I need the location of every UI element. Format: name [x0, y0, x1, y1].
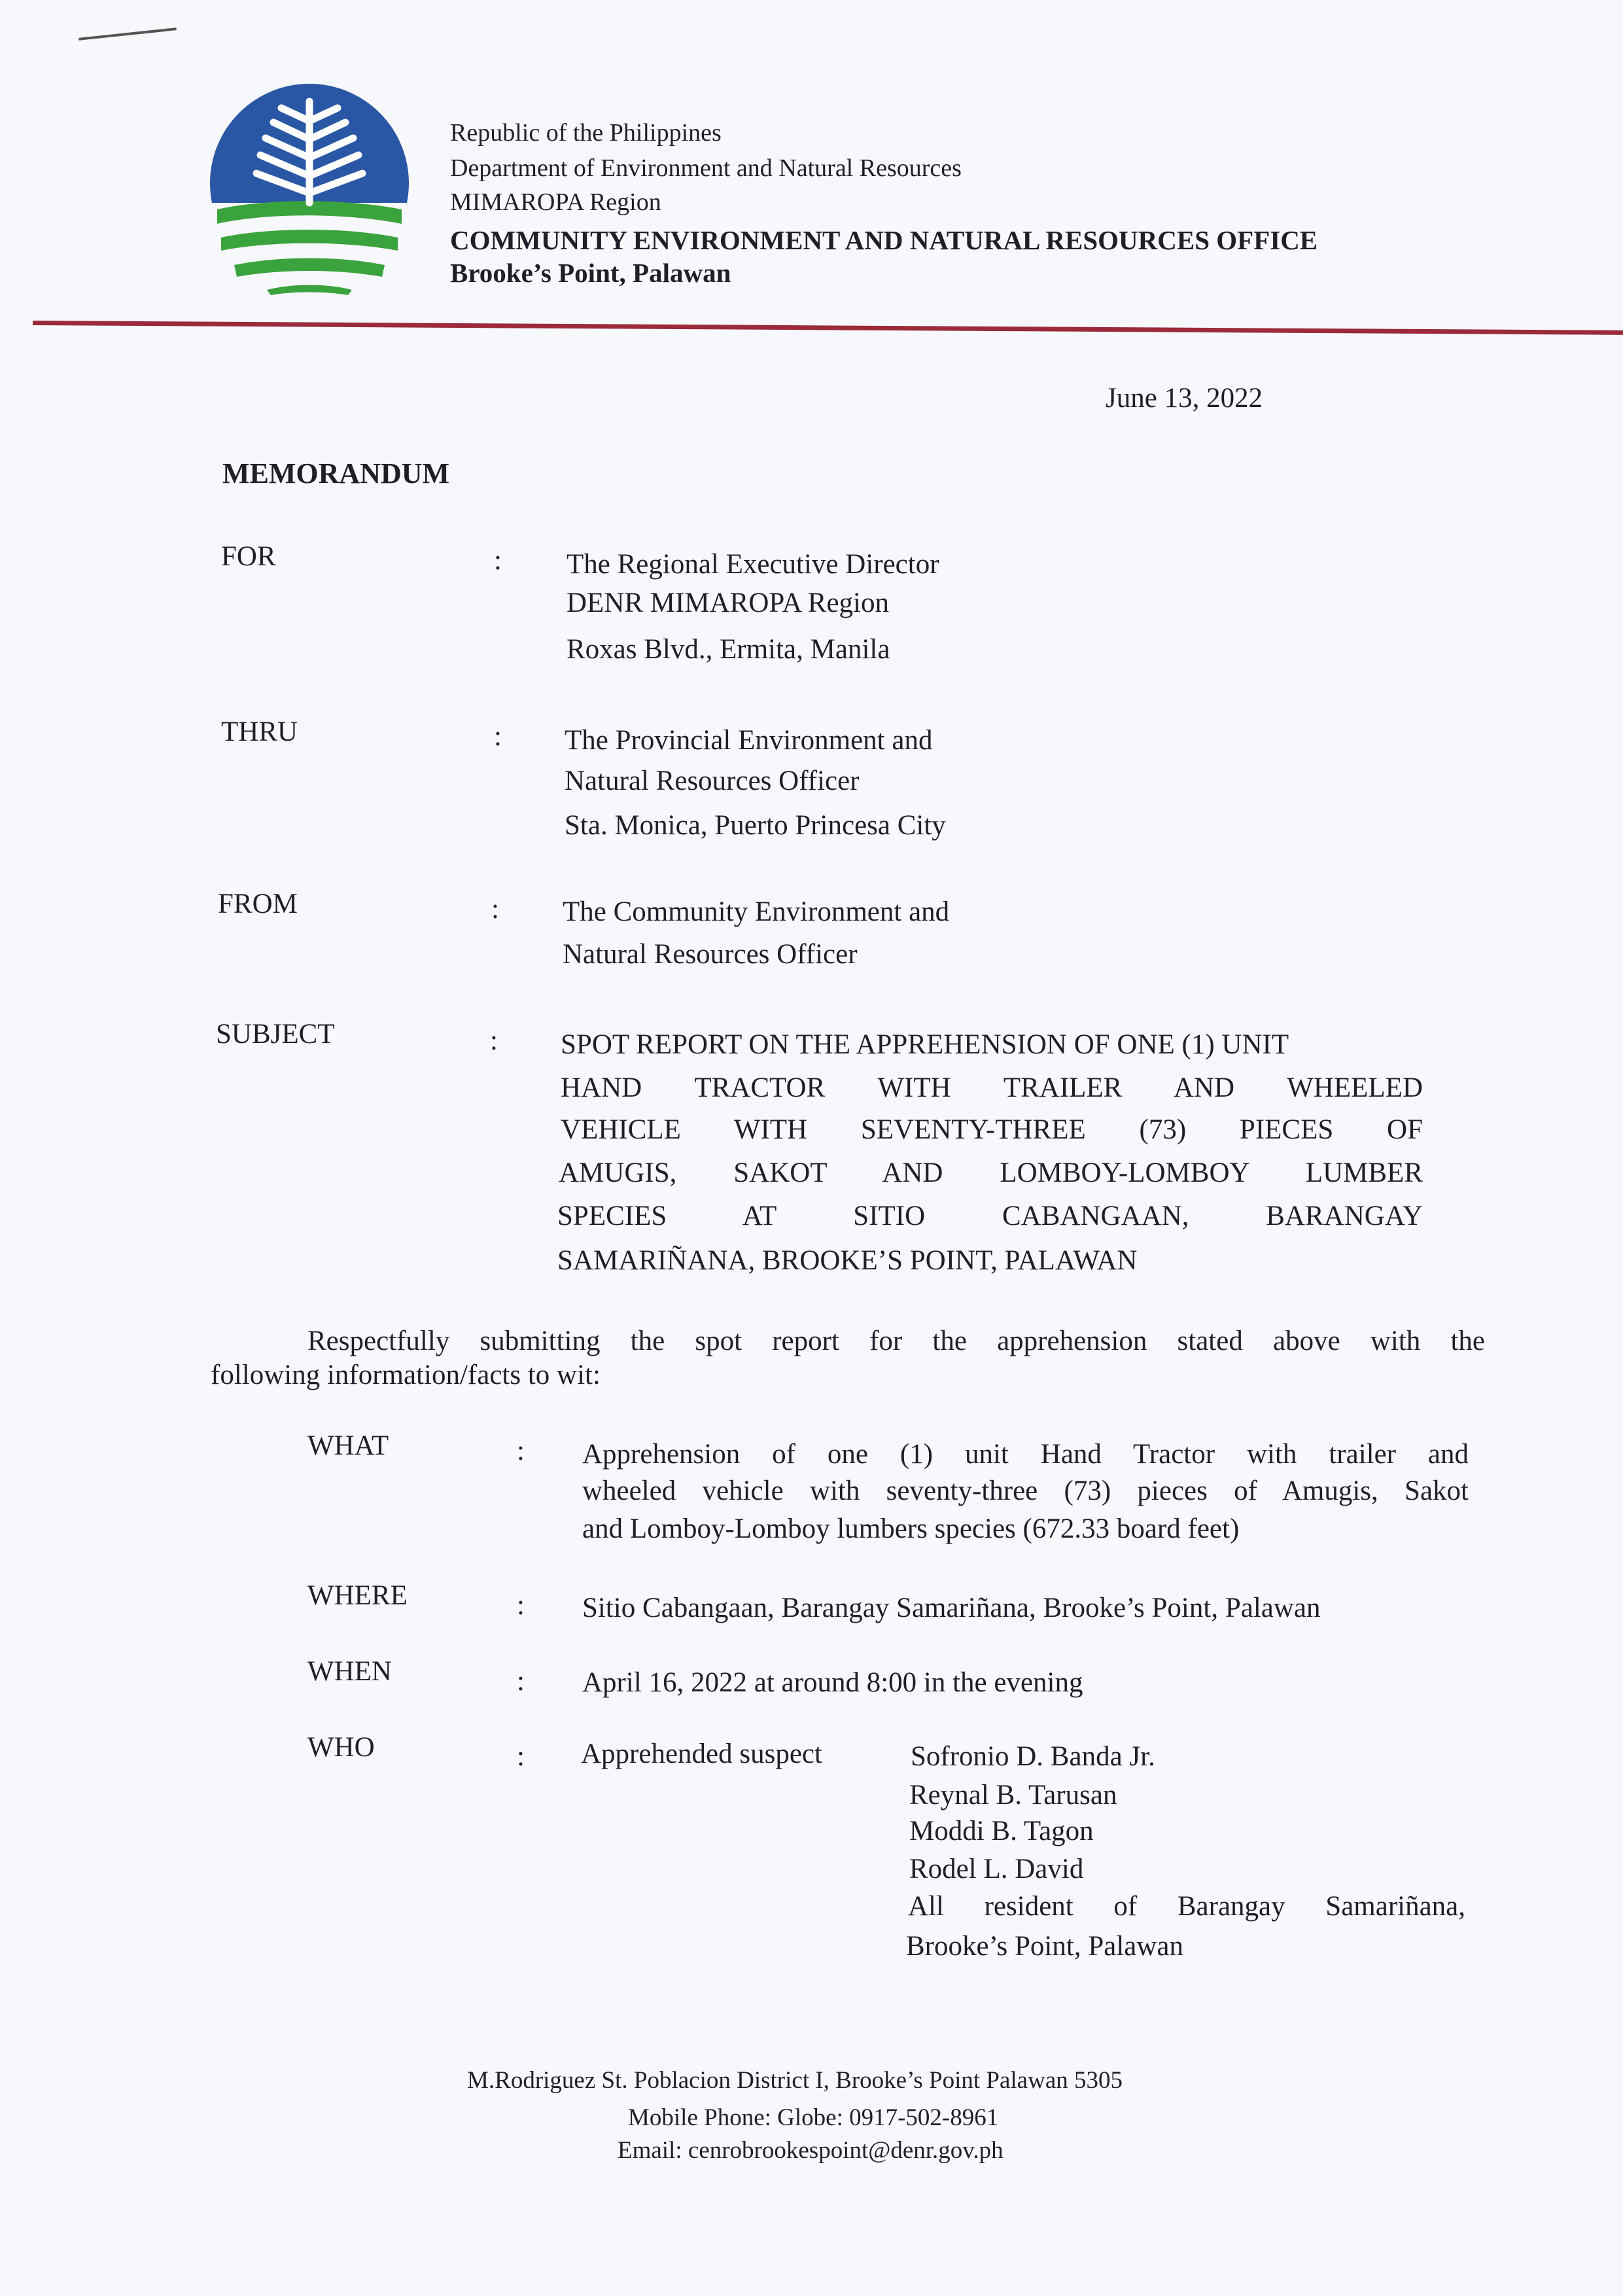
- suspect-residence-2: Brooke’s Point, Palawan: [906, 1931, 1183, 1962]
- when-colon: :: [517, 1666, 525, 1697]
- subject-label: SUBJECT: [216, 1019, 335, 1050]
- for-label: FOR: [221, 541, 276, 572]
- footer-phone: Mobile Phone: Globe: 0917-502-8961: [628, 2104, 999, 2131]
- where-label: WHERE: [307, 1580, 408, 1611]
- thru-line-2: Natural Resources Officer: [565, 766, 860, 796]
- intro-line-1: Respectfully submitting the spot report for the apprehension stated above with the: [307, 1326, 1485, 1356]
- for-line-3: Roxas Blvd., Ermita, Manila: [567, 634, 890, 665]
- from-label: FROM: [218, 889, 298, 919]
- where-colon: :: [517, 1590, 525, 1621]
- from-line-2: Natural Resources Officer: [563, 939, 858, 970]
- letterhead-region: MIMAROPA Region: [450, 188, 661, 216]
- letterhead-department: Department of Environment and Natural Resources: [450, 154, 962, 182]
- from-line-1: The Community Environment and: [563, 896, 950, 927]
- for-colon: :: [494, 545, 502, 576]
- subject-line-5: SPECIES AT SITIO CABANGAAN, BARANGAY: [557, 1201, 1423, 1231]
- footer-address: M.Rodriguez St. Poblacion District I, Brooke’s Point Palawan 5305: [467, 2067, 1123, 2094]
- what-colon: :: [517, 1436, 525, 1466]
- memo-date: June 13, 2022: [1106, 383, 1263, 414]
- subject-colon: :: [490, 1025, 498, 1056]
- footer-email: Email: cenrobrookespoint@denr.gov.ph: [618, 2137, 1003, 2164]
- letterhead-office: COMMUNITY ENVIRONMENT AND NATURAL RESOURCES OFFICE: [450, 225, 1318, 255]
- when-value: April 16, 2022 at around 8:00 in the evening: [582, 1667, 1083, 1698]
- subject-line-1: SPOT REPORT ON THE APPREHENSION OF ONE (1) UNIT: [561, 1029, 1289, 1060]
- letterhead-republic: Republic of the Philippines: [450, 119, 722, 147]
- subject-line-4: AMUGIS, SAKOT AND LOMBOY-LOMBOY LUMBER: [559, 1157, 1423, 1188]
- suspect-residence-1: All resident of Barangay Samariñana,: [908, 1891, 1465, 1922]
- thru-colon: :: [494, 721, 502, 752]
- letterhead-location: Brooke’s Point, Palawan: [450, 258, 731, 288]
- for-line-2: DENR MIMAROPA Region: [567, 588, 889, 618]
- who-colon: :: [517, 1741, 525, 1772]
- what-label: WHAT: [307, 1430, 389, 1461]
- who-sublabel: Apprehended suspect: [581, 1739, 822, 1769]
- from-colon: :: [491, 894, 499, 925]
- scan-mark: [79, 27, 177, 41]
- thru-line-1: The Provincial Environment and: [565, 725, 933, 756]
- memo-title: MEMORANDUM: [222, 457, 450, 489]
- when-label: WHEN: [307, 1656, 392, 1687]
- suspect-name-1: Sofronio D. Banda Jr.: [911, 1741, 1155, 1772]
- intro-line-2: following information/facts to wit:: [211, 1360, 601, 1390]
- what-line-3: and Lomboy-Lomboy lumbers species (672.33 board feet): [582, 1513, 1240, 1544]
- subject-line-3: VEHICLE WITH SEVENTY-THREE (73) PIECES OF: [561, 1114, 1423, 1145]
- letterhead-rule: [33, 321, 1623, 335]
- thru-line-3: Sta. Monica, Puerto Princesa City: [565, 810, 946, 841]
- subject-line-6: SAMARIÑANA, BROOKE’S POINT, PALAWAN: [557, 1245, 1138, 1276]
- what-line-2: wheeled vehicle with seventy-three (73) pieces of Amugis, Sakot: [582, 1475, 1469, 1506]
- suspect-name-4: Rodel L. David: [909, 1854, 1084, 1884]
- suspect-name-3: Moddi B. Tagon: [909, 1816, 1094, 1846]
- denr-seal-icon: [208, 82, 411, 298]
- where-value: Sitio Cabangaan, Barangay Samariñana, Brooke’s Point, Palawan: [582, 1593, 1321, 1623]
- thru-label: THRU: [221, 716, 298, 747]
- what-line-1: Apprehension of one (1) unit Hand Tractor with trailer and: [582, 1439, 1469, 1470]
- subject-line-2: HAND TRACTOR WITH TRAILER AND WHEELED: [561, 1072, 1423, 1103]
- who-label: WHO: [307, 1732, 375, 1763]
- for-line-1: The Regional Executive Director: [567, 549, 939, 580]
- suspect-name-2: Reynal B. Tarusan: [909, 1780, 1117, 1810]
